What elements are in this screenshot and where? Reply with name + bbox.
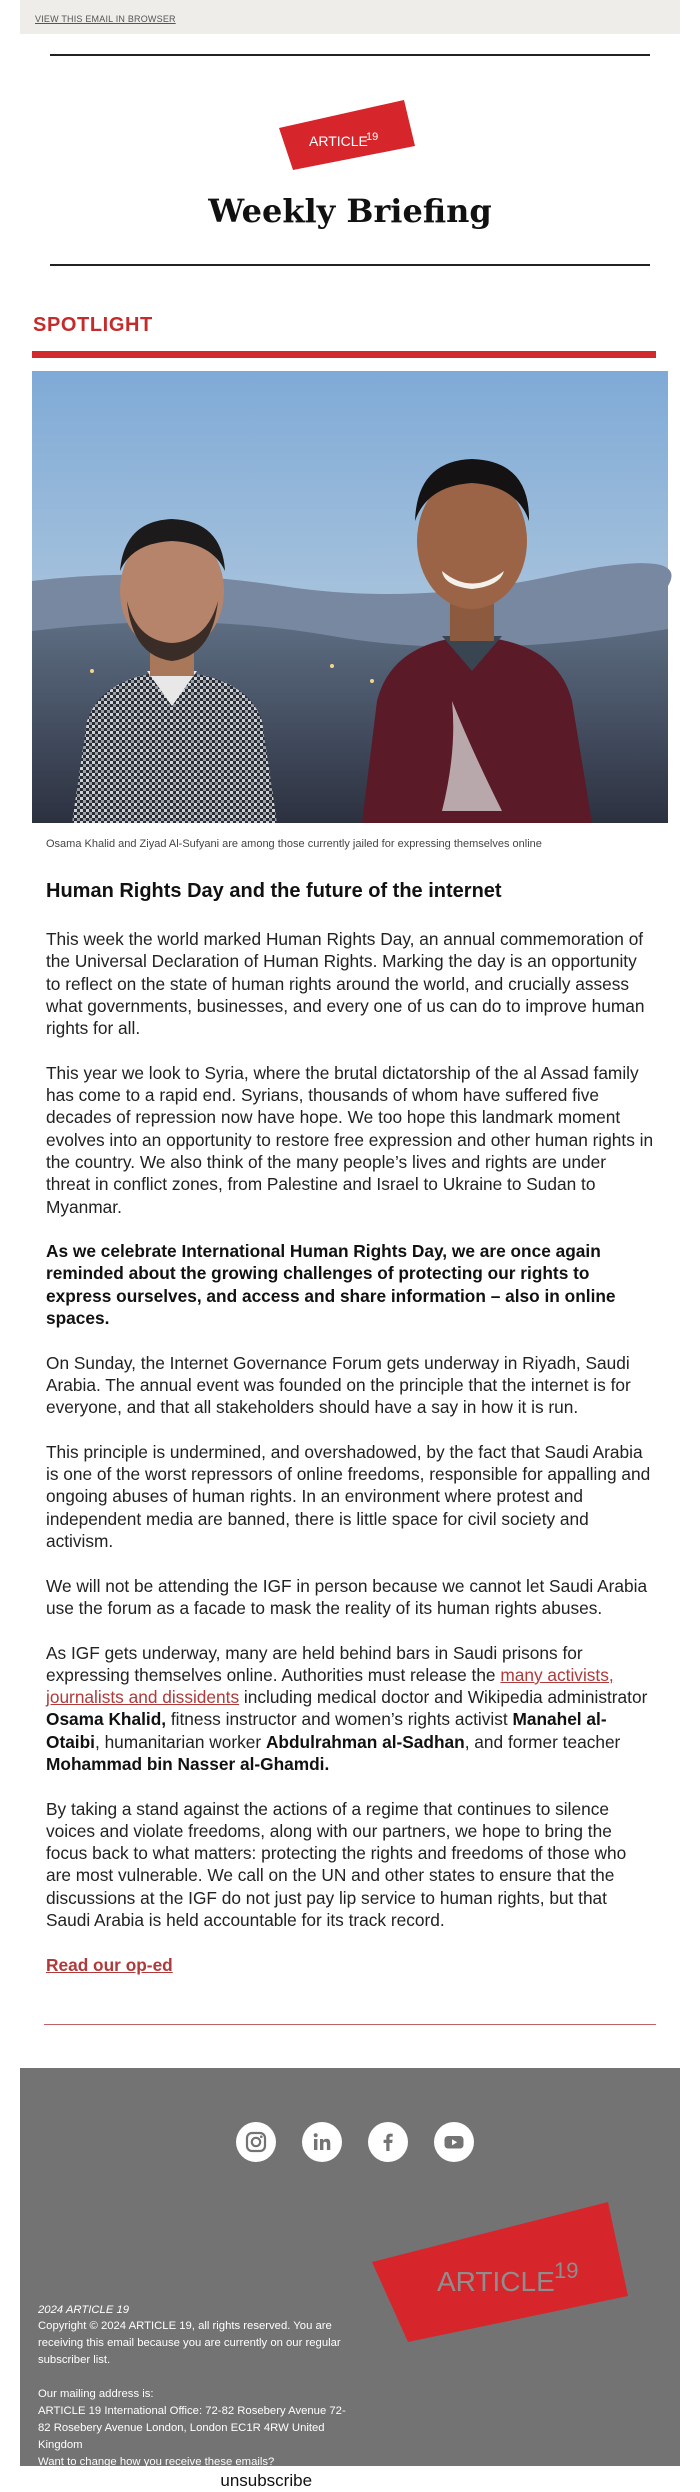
paragraph: This principle is undermined, and overshadowed, by the fact that Saudi Arabia is one of the worst repressors of online freedoms, responsible for appalling and ongoing abuses of human rights. In an environment where protest and independent media are banned, there is little space for civil society and activism.	[46, 1441, 651, 1552]
footer-copyright: Copyright © 2024 ARTICLE 19, all rights reserved. You are receiving this email because you are currently on our regular subscriber list.	[38, 2320, 341, 2366]
read-op-ed-link[interactable]: Read our op-ed	[46, 1954, 173, 1975]
logo-superscript: 19	[366, 131, 379, 143]
divider-article-end	[44, 2024, 656, 2025]
paragraph: On Sunday, the Internet Governance Forum gets underway in Riyadh, Saudi Arabia. The annual event was founded on the principle that the internet is for everyone, and that all stakeholders should have a say in how it is run.	[46, 1352, 631, 1418]
divider-header-bottom	[50, 264, 650, 266]
paragraph: This year we look to Syria, where the brutal dictatorship of the al Assad family has come to a rapid end. Syrians, thousands of whom have suffered five decades of repression now have hope. We too hope this landmark moment evolves into an opportunity to restore free expression and other human rights in the country. We also think of the many people’s lives and rights are under threat in conflict zones, from Palestine and Israel to Ukraine to Sudan to Myanmar.	[46, 1062, 654, 1217]
facebook-icon	[376, 2130, 400, 2154]
paragraph-bold: As we celebrate International Human Rights Day, we are once again reminded about the growing challenges of protecting our rights to express ourselves, and access and share information – also in online spaces.	[46, 1241, 616, 1329]
paragraph: We will not be attending the IGF in person because we cannot let Saudi Arabia use the forum as a facade to mask the reality of its human rights abuses.	[46, 1575, 648, 1618]
youtube-button[interactable]	[434, 2122, 474, 2162]
paragraph: By taking a stand against the actions of a regime that continues to silence voices and violate freedoms, along with our partners, we hope to bring the focus back to what matters: protecting the rights and freedoms of those who are most vulnerable. We call on the UN and other states to ensure that the discussions at the IGF do not just pay lip service to human rights, but that Saudi Arabia is held accountable for its track record.	[46, 1798, 627, 1931]
footer-year: 2024 ARTICLE 19	[38, 2304, 130, 2316]
photo-caption: Osama Khalid and Ziyad Al-Sufyani are among those currently jailed for expressing themselves online	[46, 838, 542, 850]
instagram-icon	[244, 2130, 268, 2154]
detainee-name: Abdulrahman al-Sadhan	[265, 1731, 465, 1752]
view-in-browser-link[interactable]: VIEW THIS EMAIL IN BROWSER	[35, 14, 176, 24]
facebook-button[interactable]	[368, 2122, 408, 2162]
linkedin-icon	[310, 2130, 334, 2154]
divider-top	[50, 54, 650, 56]
footer-article19-logo[interactable]	[372, 2202, 628, 2342]
footer-logo-superscript: 19	[554, 2258, 579, 2283]
spotlight-photo[interactable]	[32, 371, 668, 823]
spotlight-red-bar	[32, 351, 656, 358]
article-headline: Human Rights Day and the future of the internet	[46, 880, 502, 902]
footer-preferences-line	[38, 2472, 312, 2492]
text-segment: fitness instructor and women’s rights activist	[166, 1709, 513, 1730]
unsubscribe-link[interactable]: unsubscribe	[220, 2471, 313, 2490]
detainees-link[interactable]: many activists, journalists and dissidents	[46, 1664, 614, 1708]
footer-address: ARTICLE 19 International Office: 72-82 Rosebery Avenue 72-82 Rosebery Avenue London, London EC1R 4RW United Kingdom	[38, 2405, 346, 2451]
update-preferences-link[interactable]: update your preferences	[81, 2477, 205, 2489]
logo-text: ARTICLE	[309, 133, 368, 149]
text-segment: You can	[38, 2477, 82, 2489]
text-segment: including medical doctor and Wikipedia administrator	[239, 1687, 648, 1708]
detainee-name: Mohammad bin Nasser al-Ghamdi.	[46, 1753, 330, 1774]
text-segment: , humanitarian worker	[94, 1731, 266, 1752]
text-segment: , and former teacher	[464, 1731, 621, 1752]
footer-address-label: Our mailing address is:	[38, 2388, 154, 2400]
article19-logo[interactable]	[279, 100, 415, 170]
footer-logo-text: ARTICLE	[437, 2266, 555, 2297]
linkedin-button[interactable]	[302, 2122, 342, 2162]
article-body	[46, 928, 654, 1976]
paragraph-detained	[46, 1642, 654, 1776]
detainee-name: Manahel al-Otaibi	[46, 1709, 607, 1752]
spotlight-label: SPOTLIGHT	[33, 314, 153, 336]
text-segment: or	[204, 2477, 221, 2489]
text-segment: As IGF gets underway, many are held behind bars in Saudi prisons for expressing themselves online. Authorities must release the	[46, 1642, 583, 1685]
detainee-name: Osama Khalid,	[46, 1709, 167, 1730]
newsletter-title: Weekly Briefing	[208, 192, 492, 230]
top-bar	[20, 0, 680, 34]
footer-change-prompt: Want to change how you receive these emails?	[38, 2456, 275, 2468]
instagram-button[interactable]	[236, 2122, 276, 2162]
footer	[20, 2068, 680, 2490]
youtube-icon	[442, 2130, 466, 2154]
paragraph: This week the world marked Human Rights Day, an annual commemoration of the Universal Declaration of Human Rights. Marking the day is an opportunity to reflect on the state of human rights around the world, and crucially assess what governments, businesses, and every one of us can do to improve human rights for all.	[46, 929, 645, 1039]
